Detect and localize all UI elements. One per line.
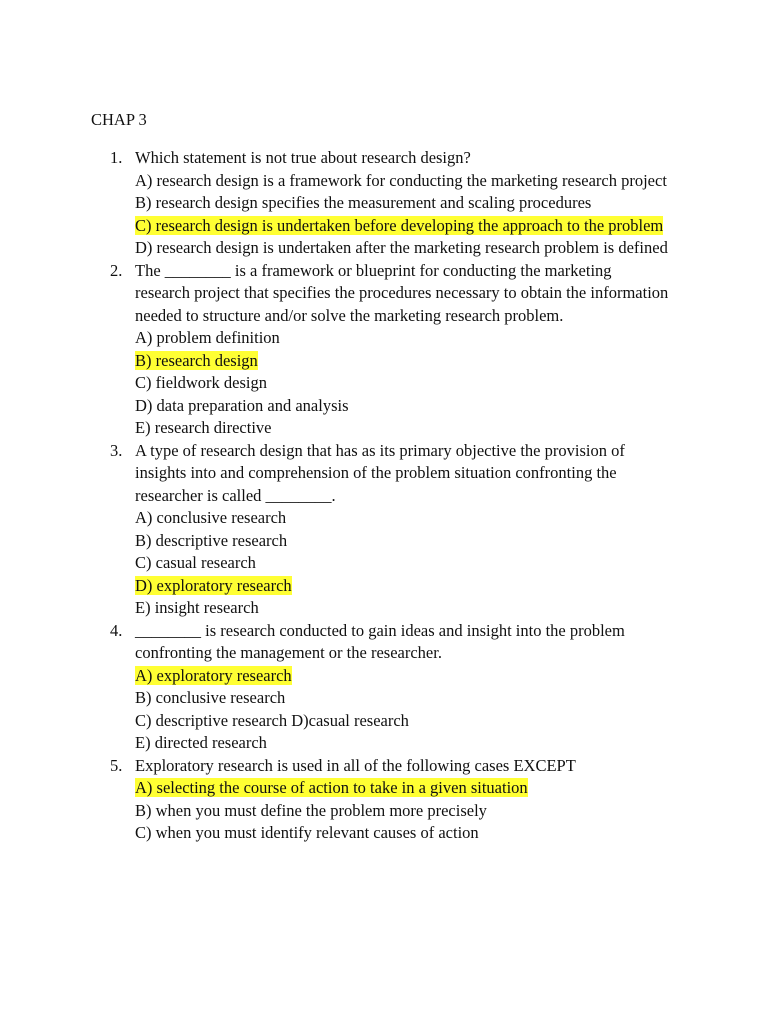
question-2	[110, 260, 670, 440]
question-stem: A type of research design that has as its primary objective the provision of insights into and comprehension of the problem situation confronting the researcher is called ________.	[135, 440, 625, 505]
question-4	[110, 620, 670, 755]
question-number: 4.	[110, 620, 123, 640]
answer-option-a-highlighted: A) selecting the course of action to take in a given situation	[135, 778, 528, 797]
question-5	[110, 755, 670, 845]
answer-option-a-highlighted: A) exploratory research	[135, 665, 292, 685]
question-number: 3.	[110, 440, 123, 460]
question-number: 5.	[110, 755, 123, 775]
answer-option-e: E) research directive	[135, 418, 272, 437]
answer-option-a: A) conclusive research	[135, 508, 287, 527]
answer-option-d: D) data preparation and analysis	[135, 395, 349, 415]
question-3	[110, 440, 670, 620]
answer-option-c-highlighted: C) research design is undertaken before developing the approach to the problem	[135, 215, 664, 235]
answer-option-a: A) problem definition	[135, 328, 280, 347]
answer-option-e: E) directed research	[135, 733, 267, 752]
question-stem: Which statement is not true about research design?	[135, 148, 471, 167]
answer-option-b-highlighted: B) research design	[135, 350, 258, 370]
chapter-title: CHAP 3	[91, 110, 147, 129]
question-stem: The ________ is a framework or blueprint for conducting the marketing research project that specifies the procedures necessary to obtain the information needed to structure and/or solve the marketing research problem.	[135, 260, 669, 325]
answer-option-c: C) descriptive research D)casual research	[135, 710, 409, 730]
answer-option-d-highlighted: D) exploratory research	[135, 575, 292, 595]
answer-option-b: B) when you must define the problem more precisely	[135, 800, 487, 820]
answer-option-a: A) research design is a framework for conducting the marketing research project	[135, 170, 667, 190]
answer-option-c: C) casual research	[135, 553, 256, 572]
question-stem: ________ is research conducted to gain ideas and insight into the problem confronting the management or the researcher.	[135, 620, 625, 662]
question-1	[110, 147, 670, 260]
answer-option-c: C) when you must identify relevant causes of action	[135, 823, 479, 842]
answer-option-c: C) fieldwork design	[135, 373, 267, 392]
answer-option-d: D) research design is undertaken after the marketing research problem is defined	[135, 238, 668, 257]
question-stem: Exploratory research is used in all of the following cases EXCEPT	[135, 755, 576, 775]
question-number: 2.	[110, 260, 123, 280]
answer-option-b: B) descriptive research	[135, 530, 288, 550]
question-number: 1.	[110, 148, 123, 167]
question-list	[110, 147, 670, 845]
answer-option-e: E) insight research	[135, 598, 259, 617]
answer-option-b: B) conclusive research	[135, 688, 286, 707]
answer-option-b: B) research design specifies the measurement and scaling procedures	[135, 193, 592, 212]
